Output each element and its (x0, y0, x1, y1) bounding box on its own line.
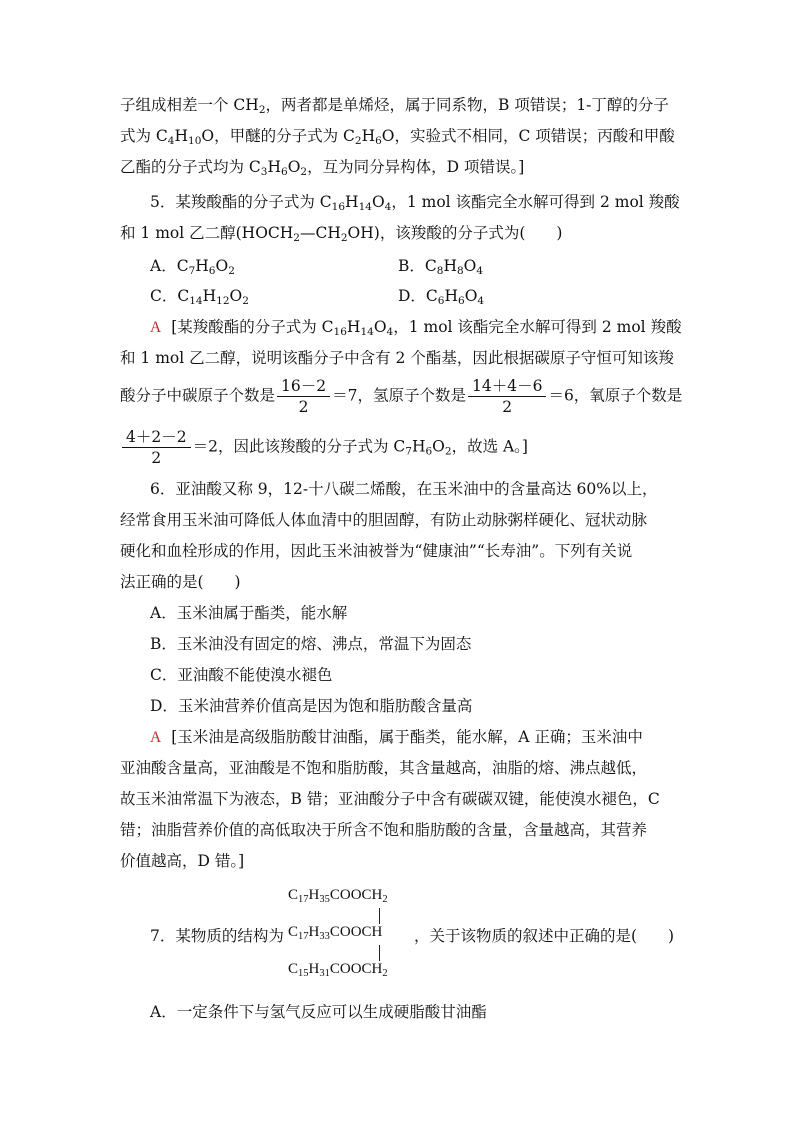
q5-option-c: C．$C_{14}H_{12}O_2$ (150, 287, 249, 307)
q6-explanation-line-2: 亚油酸含量高，亚油酸是不饱和脂肪酸，其含量越高，油脂的熔、沸点越低， (120, 759, 648, 777)
q5-option-a: A．$C_7H_6O_2$ (150, 257, 235, 277)
q6-stem-line-2: 经常食用玉米油可降低人体血清中的胆固醇，有防止动脉粥样硬化、冠状动脉 (120, 511, 648, 529)
q7-stem-prefix: 7．某物质的结构为 (150, 927, 284, 945)
q6-stem-line-3: 硬化和血栓形成的作用，因此玉米油被誉为“健康油”“长寿油”。下列有关说 (120, 542, 633, 560)
q5-explanation-line-2: 和 1 mol 乙二醇，说明该酯分子中含有 2 个酯基，因此根据碳原子守恒可知该羧 (120, 349, 674, 367)
q5-answer: A (150, 319, 162, 336)
q5-explanation-line-1: A [某羧酸酯的分子式为 $C_{16}H_{14}O_4$，1 mol 该酯完全水解可得到 2 mol 羧酸 (150, 318, 682, 338)
structure-bond-2 (379, 945, 380, 961)
q6-explanation-line-5: 价值越高，D 错。] (120, 852, 245, 870)
q6-explanation-line-3: 故玉米油常温下为液态，B 错；亚油酸分子中含有碳碳双键，能使溴水褪色，C (120, 790, 660, 808)
q5-explanation-line-4: $\frac{4+2-2}{2}$ ＝2，因此该羧酸的分子式为 $C_7H_6O_2$，故选 A。] (120, 427, 528, 468)
q5-option-d: D．$C_6H_6O_4$ (398, 287, 485, 307)
q6-answer: A (150, 729, 162, 746)
prev-explanation-line-1: 子组成相差一个 $CH_2$，两者都是单烯烃，属于同系物，B 项错误；1-丁醇的分子 (120, 96, 669, 116)
q6-option-b: B．玉米油没有固定的熔、沸点，常温下为固态 (150, 635, 472, 653)
prev-explanation-line-2: 式为 $C_4H_{10}O$，甲醚的分子式为 $C_2H_6O$，实验式不相同，C 项错误；丙酸和甲酸 (120, 127, 675, 147)
prev-explanation-line-3: 乙酯的分子式均为 $C_3H_6O_2$，互为同分异构体，D 项错误。] (120, 158, 525, 178)
q6-option-c: C．亚油酸不能使溴水褪色 (150, 666, 333, 684)
q5-option-b: B．$C_8H_8O_4$ (398, 257, 484, 277)
structure-row-2: $C_{17}H_{33}COOCH$ (288, 924, 383, 942)
q7-option-a: A．一定条件下与氢气反应可以生成硬脂酸甘油酯 (150, 1003, 487, 1021)
q5-explanation-line-3: 酸分子中碳原子个数是 $\frac{16-2}{2}$ ＝7，氢原子个数是 $\frac{14+4-6}{2}$ ＝6，氧原子个数是 (120, 377, 683, 416)
q5-stem-line-2: 和 1 mol 乙二醇$(HOCH_2—CH_2OH)$，该羧酸的分子式为( ) (120, 224, 563, 244)
q6-explanation-line-1: A [玉米油是高级脂肪酸甘油酯，属于酯类，能水解，A 正确；玉米油中 (150, 728, 643, 746)
q6-option-d: D．玉米油营养价值高是因为饱和脂肪酸含量高 (150, 697, 473, 715)
q6-explanation-line-4: 错；油脂营养价值的高低取决于所含不饱和脂肪酸的含量，含量越高，其营养 (120, 821, 648, 839)
q6-option-a: A．玉米油属于酯类，能水解 (150, 604, 348, 622)
q6-stem-line-4: 法正确的是( ) (120, 573, 241, 591)
q6-stem-line-1: 6．亚油酸又称 9，12-十八碳二烯酸，在玉米油中的含量高达 60%以上， (150, 480, 658, 498)
structure-row-3: $C_{15}H_{31}COOCH_2$ (288, 961, 388, 979)
fraction-hydrogen: $\frac{14+4-6}{2}$ (468, 376, 546, 417)
fraction-carbon: $\frac{16-2}{2}$ (277, 376, 330, 417)
q5-stem-line-1: 5．某羧酸酯的分子式为 $C_{16}H_{14}O_4$，1 mol 该酯完全水解可得到 2 mol 羧酸 (150, 193, 680, 213)
structure-row-1: $C_{17}H_{35}COOCH_2$ (288, 887, 388, 905)
structure-bond-1 (379, 908, 380, 924)
triglyceride-structure (288, 883, 418, 983)
fraction-oxygen: $\frac{4+2-2}{2}$ (122, 427, 191, 468)
q7-stem-suffix: ，关于该物质的叙述中正确的是( ) (414, 927, 675, 945)
